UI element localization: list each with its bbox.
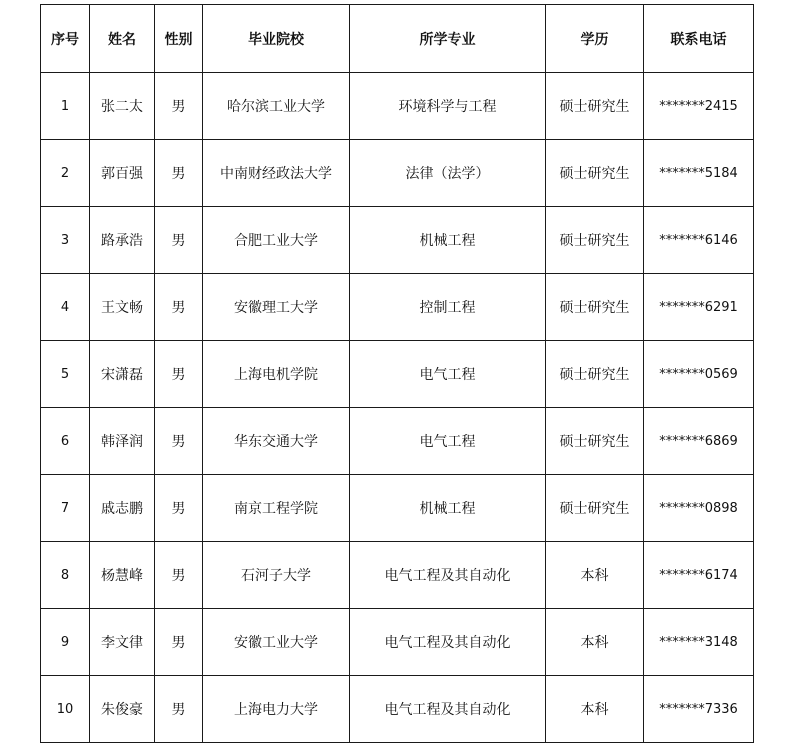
cell-phone: *******6291 xyxy=(644,274,754,341)
cell-name: 路承浩 xyxy=(90,207,155,274)
table-row xyxy=(41,140,754,207)
cell-gender: 男 xyxy=(155,408,203,475)
cell-no: 4 xyxy=(41,274,90,341)
cell-phone: *******0569 xyxy=(644,341,754,408)
cell-phone: *******2415 xyxy=(644,73,754,140)
cell-school: 安徽理工大学 xyxy=(203,274,350,341)
header-school: 毕业院校 xyxy=(203,5,350,73)
header-name: 姓名 xyxy=(90,5,155,73)
table-row xyxy=(41,542,754,609)
cell-school: 合肥工业大学 xyxy=(203,207,350,274)
table-row xyxy=(41,609,754,676)
cell-phone: *******6174 xyxy=(644,542,754,609)
cell-degree: 硕士研究生 xyxy=(546,408,644,475)
cell-no: 1 xyxy=(41,73,90,140)
cell-name: 朱俊豪 xyxy=(90,676,155,743)
cell-degree: 硕士研究生 xyxy=(546,207,644,274)
header-degree: 学历 xyxy=(546,5,644,73)
cell-phone: *******5184 xyxy=(644,140,754,207)
cell-name: 杨慧峰 xyxy=(90,542,155,609)
table-body xyxy=(41,73,754,743)
cell-major: 机械工程 xyxy=(350,475,546,542)
cell-major: 环境科学与工程 xyxy=(350,73,546,140)
cell-school: 石河子大学 xyxy=(203,542,350,609)
header-phone: 联系电话 xyxy=(644,5,754,73)
cell-degree: 硕士研究生 xyxy=(546,140,644,207)
cell-phone: *******7336 xyxy=(644,676,754,743)
cell-degree: 硕士研究生 xyxy=(546,73,644,140)
cell-name: 戚志鹏 xyxy=(90,475,155,542)
cell-no: 5 xyxy=(41,341,90,408)
cell-name: 张二太 xyxy=(90,73,155,140)
cell-major: 机械工程 xyxy=(350,207,546,274)
table-row xyxy=(41,274,754,341)
cell-name: 李文律 xyxy=(90,609,155,676)
cell-gender: 男 xyxy=(155,341,203,408)
table-header xyxy=(41,5,754,73)
cell-school: 安徽工业大学 xyxy=(203,609,350,676)
cell-major: 法律（法学） xyxy=(350,140,546,207)
cell-degree: 本科 xyxy=(546,542,644,609)
cell-degree: 硕士研究生 xyxy=(546,274,644,341)
cell-school: 上海电机学院 xyxy=(203,341,350,408)
cell-phone: *******6146 xyxy=(644,207,754,274)
cell-gender: 男 xyxy=(155,207,203,274)
cell-school: 哈尔滨工业大学 xyxy=(203,73,350,140)
cell-name: 宋潇磊 xyxy=(90,341,155,408)
table-row xyxy=(41,408,754,475)
cell-gender: 男 xyxy=(155,140,203,207)
cell-no: 10 xyxy=(41,676,90,743)
cell-no: 9 xyxy=(41,609,90,676)
cell-no: 2 xyxy=(41,140,90,207)
cell-degree: 本科 xyxy=(546,676,644,743)
cell-no: 3 xyxy=(41,207,90,274)
cell-school: 南京工程学院 xyxy=(203,475,350,542)
cell-phone: *******6869 xyxy=(644,408,754,475)
cell-gender: 男 xyxy=(155,475,203,542)
cell-major: 控制工程 xyxy=(350,274,546,341)
candidate-table xyxy=(40,4,754,743)
cell-school: 上海电力大学 xyxy=(203,676,350,743)
cell-gender: 男 xyxy=(155,609,203,676)
cell-school: 中南财经政法大学 xyxy=(203,140,350,207)
header-no: 序号 xyxy=(41,5,90,73)
cell-name: 郭百强 xyxy=(90,140,155,207)
cell-gender: 男 xyxy=(155,542,203,609)
header-row xyxy=(41,5,754,73)
cell-gender: 男 xyxy=(155,676,203,743)
cell-major: 电气工程及其自动化 xyxy=(350,676,546,743)
table-row xyxy=(41,475,754,542)
table-row xyxy=(41,207,754,274)
cell-name: 韩泽润 xyxy=(90,408,155,475)
table-row xyxy=(41,676,754,743)
cell-no: 8 xyxy=(41,542,90,609)
cell-gender: 男 xyxy=(155,73,203,140)
cell-major: 电气工程 xyxy=(350,341,546,408)
table-row xyxy=(41,73,754,140)
header-major: 所学专业 xyxy=(350,5,546,73)
cell-school: 华东交通大学 xyxy=(203,408,350,475)
cell-gender: 男 xyxy=(155,274,203,341)
cell-phone: *******3148 xyxy=(644,609,754,676)
cell-major: 电气工程 xyxy=(350,408,546,475)
table-row xyxy=(41,341,754,408)
cell-phone: *******0898 xyxy=(644,475,754,542)
cell-name: 王文畅 xyxy=(90,274,155,341)
header-gender: 性别 xyxy=(155,5,203,73)
cell-major: 电气工程及其自动化 xyxy=(350,542,546,609)
cell-major: 电气工程及其自动化 xyxy=(350,609,546,676)
cell-degree: 硕士研究生 xyxy=(546,341,644,408)
cell-no: 7 xyxy=(41,475,90,542)
cell-no: 6 xyxy=(41,408,90,475)
cell-degree: 本科 xyxy=(546,609,644,676)
cell-degree: 硕士研究生 xyxy=(546,475,644,542)
